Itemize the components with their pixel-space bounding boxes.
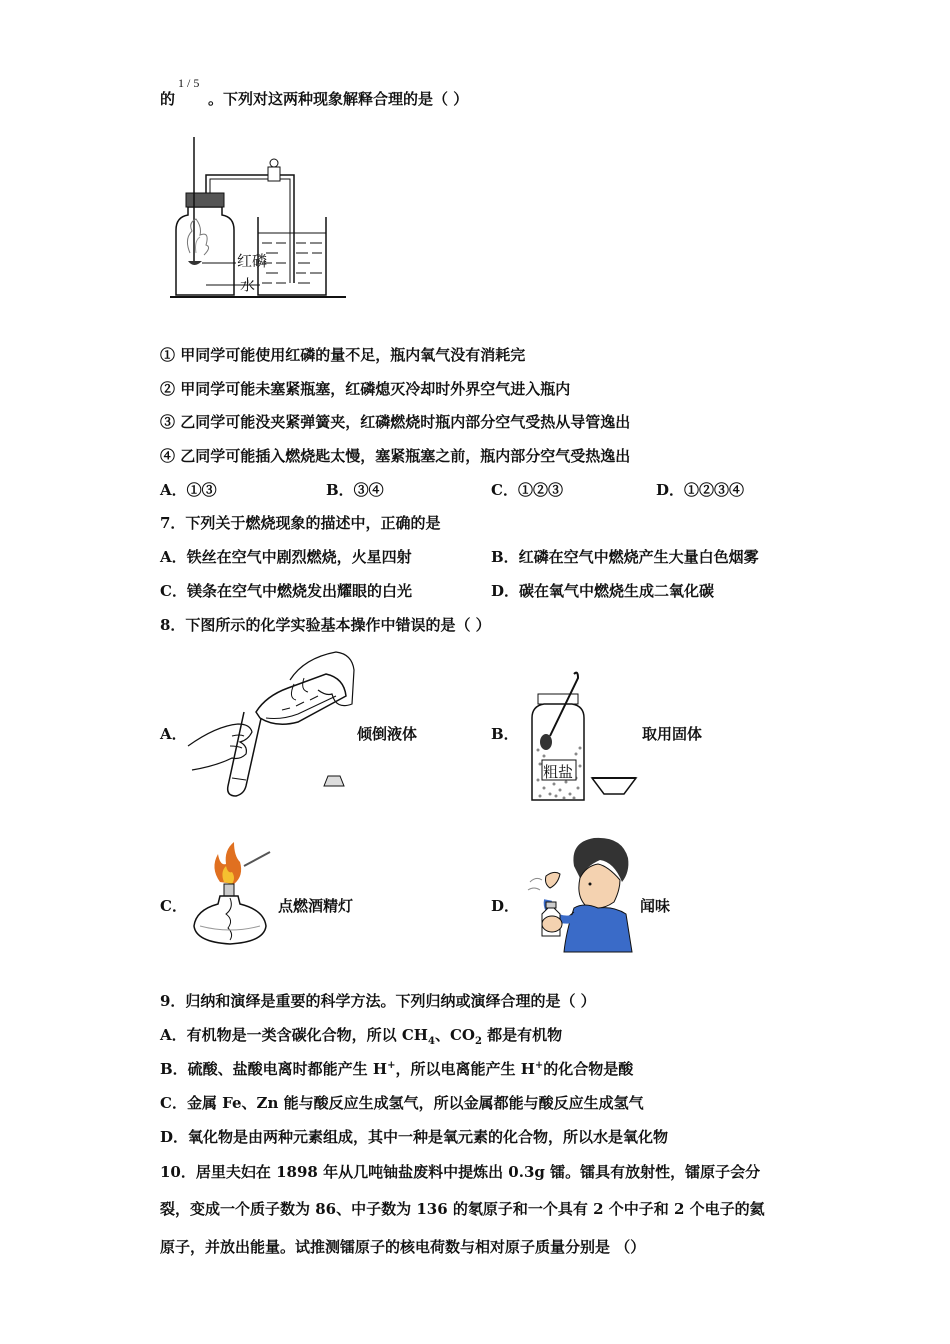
phosphorus-apparatus-figure bbox=[166, 135, 351, 305]
page-number: 1 / 5 bbox=[178, 76, 200, 90]
q9-b-sup-1: + bbox=[387, 1060, 396, 1071]
q9-a-text-2: 、CO bbox=[434, 1026, 475, 1044]
q8-d-caption: 闻味 bbox=[640, 897, 671, 915]
q7-option-b: B．红磷在空气中燃烧产生大量白色烟雾 bbox=[491, 548, 759, 566]
water-label: 水 bbox=[240, 276, 256, 294]
q7-stem: 7．下列关于燃烧现象的描述中，正确的是 bbox=[160, 514, 441, 532]
q10-line-1: 10．居里夫妇在 1898 年从几吨铀盐废料中提炼出 0.3g 镭。镭具有放射性，镭原子会分 bbox=[160, 1163, 761, 1181]
q9-b-text-2: ，所以电离能产生 H bbox=[395, 1060, 535, 1078]
q9-option-b bbox=[160, 1058, 633, 1079]
q8-b-letter: B． bbox=[491, 725, 519, 743]
q9-b-text-1: B．硫酸、盐酸电离时都能产生 H bbox=[160, 1060, 388, 1078]
q8-stem: 8．下图所示的化学实验基本操作中错误的是（ ） bbox=[160, 616, 491, 634]
q9-option-c: C．金属 Fe、Zn 能与酸反应生成氢气，所以金属都能与酸反应生成氢气 bbox=[160, 1094, 644, 1112]
q6-statement-2: ② 甲同学可能未塞紧瓶塞，红磷熄灭冷却时外界空气进入瓶内 bbox=[160, 380, 571, 398]
q6-statement-4: ④ 乙同学可能插入燃烧匙太慢，塞紧瓶塞之前，瓶内部分空气受热逸出 bbox=[160, 447, 631, 465]
q7-option-c: C．镁条在空气中燃烧发出耀眼的白光 bbox=[160, 582, 412, 600]
q9-option-d: D．氧化物是由两种元素组成，其中一种是氧元素的化合物，所以水是氧化物 bbox=[160, 1128, 669, 1146]
q9-b-text-3: 的化合物是酸 bbox=[543, 1060, 634, 1078]
q6-option-a: A．①③ bbox=[160, 481, 217, 499]
q9-a-sub-2: 2 bbox=[474, 1036, 482, 1047]
q7-option-a: A．铁丝在空气中剧烈燃烧，火星四射 bbox=[160, 548, 412, 566]
q6-option-c: C．①②③ bbox=[491, 481, 563, 499]
alcohol-lamp-figure bbox=[190, 842, 280, 952]
q6-stem-start: 的 bbox=[160, 90, 176, 108]
q8-a-caption: 倾倒液体 bbox=[357, 725, 418, 743]
q6-option-d: D．①②③④ bbox=[656, 481, 745, 499]
q6-option-b: B．③④ bbox=[326, 481, 384, 499]
q6-statement-1: ① 甲同学可能使用红磷的量不足，瓶内氧气没有消耗完 bbox=[160, 346, 526, 364]
q6-stem-rest: 。下列对这两种现象解释合理的是（ ） bbox=[208, 90, 469, 108]
red-phosphorus-label: 红磷 bbox=[237, 252, 268, 270]
pouring-liquid-figure bbox=[186, 650, 356, 800]
q8-c-caption: 点燃酒精灯 bbox=[278, 897, 354, 915]
q8-d-letter: D． bbox=[491, 897, 520, 915]
q8-a-letter: A． bbox=[160, 725, 187, 743]
q9-a-sub-1: 4 bbox=[427, 1036, 435, 1047]
q9-b-sup-2: + bbox=[534, 1060, 544, 1071]
q8-b-caption: 取用固体 bbox=[642, 725, 703, 743]
coarse-salt-label: 粗盐 bbox=[543, 763, 574, 781]
q7-option-d: D．碳在氧气中燃烧生成二氧化碳 bbox=[491, 582, 715, 600]
q10-line-3: 原子，并放出能量。试推测镭原子的核电荷数与相对原子质量分别是 （） bbox=[160, 1238, 646, 1256]
q10-line-2: 裂，变成一个质子数为 86、中子数为 136 的氡原子和一个具有 2 个中子和 2 个电子的氦 bbox=[160, 1200, 765, 1218]
q9-a-text-1: A．有机物是一类含碳化合物，所以 CH bbox=[160, 1026, 428, 1044]
q9-stem: 9．归纳和演绎是重要的科学方法。下列归纳或演绎合理的是（ ） bbox=[160, 992, 596, 1010]
q6-statement-3: ③ 乙同学可能没夹紧弹簧夹，红磷燃烧时瓶内部分空气受热从导管逸出 bbox=[160, 413, 631, 431]
q8-c-letter: C． bbox=[160, 897, 187, 915]
q9-option-a bbox=[160, 1024, 562, 1047]
smelling-figure bbox=[524, 836, 636, 952]
q9-a-text-3: 都是有机物 bbox=[481, 1026, 563, 1044]
